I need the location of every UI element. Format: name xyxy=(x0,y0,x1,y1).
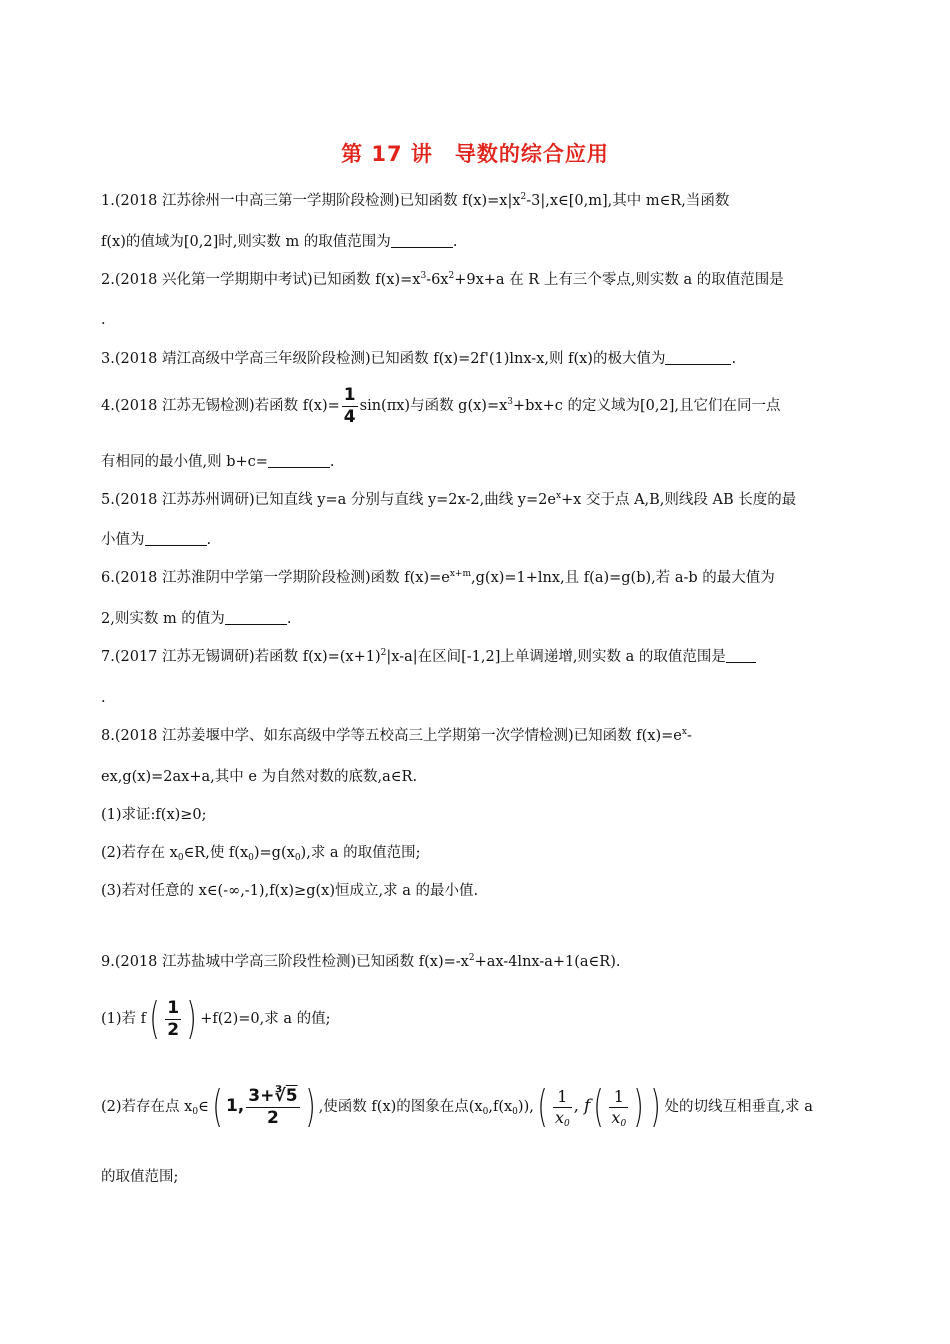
text: +bx+c 的定义域为[0,2],且它们在同一点 xyxy=(513,398,781,414)
denominator: 4 xyxy=(343,406,356,427)
superscript: 2 xyxy=(520,192,527,202)
text: 小值为 xyxy=(101,532,145,548)
superscript: x xyxy=(681,727,687,737)
question-2-line-1 xyxy=(101,270,784,290)
text: 3+ xyxy=(248,1085,275,1106)
text: sin(πx)与函数 g(x)=x xyxy=(359,398,508,414)
question-8-part-3: (3)若对任意的 x∈(-∞,-1),f(x)≥g(x)恒成立,求 a 的最小值. xyxy=(101,883,479,899)
question-9-part-1 xyxy=(101,995,331,1043)
text: (2)若存在点 x xyxy=(101,1099,193,1115)
interval-left: 1, xyxy=(225,1096,245,1116)
text: - xyxy=(686,728,692,744)
right-paren: ) xyxy=(304,1081,316,1132)
fraction-interval-right xyxy=(246,1085,299,1128)
text: +x 交于点 A,B,则线段 AB 长度的最 xyxy=(561,492,797,508)
left-paren: ( xyxy=(212,1081,223,1132)
text: 有相同的最小值,则 b+c= xyxy=(101,454,268,470)
text: (1)若 f xyxy=(101,1011,147,1027)
text: (2)若存在 x xyxy=(101,845,178,861)
subscript: 0 xyxy=(620,1118,627,1129)
text: -6x xyxy=(426,272,449,288)
text: ∈ xyxy=(198,1099,209,1115)
answer-blank[interactable] xyxy=(268,453,330,468)
question-9-line-1 xyxy=(101,952,620,972)
subscript: 0 xyxy=(177,853,184,863)
question-8-line-2: ex,g(x)=2ax+a,其中 e 为自然对数的底数,a∈R. xyxy=(101,769,418,785)
question-6-line-2 xyxy=(101,609,291,629)
subscript: 0 xyxy=(248,853,254,863)
right-paren: ) xyxy=(186,993,197,1044)
numerator: 1 xyxy=(343,384,356,405)
superscript: 2 xyxy=(468,953,475,963)
question-9-part-2-line-1: (2)若存在点 $x_0\in$( 1, $\frac{3+∛5}{2}$ ) ,使函数 f(x)的图象在点$(x_0,f(x_0))$,( $\frac{1}{x_0}$ , f( $\frac{1}{x_0}$ ) ) 处的切线互相垂直,求 a xyxy=(101,1081,813,1132)
page-title: 第 17 讲 导数的综合应用 xyxy=(341,142,609,166)
answer-blank[interactable] xyxy=(391,233,453,248)
fraction-one-over-x0 xyxy=(609,1086,628,1129)
answer-blank[interactable] xyxy=(225,610,287,625)
answer-blank[interactable] xyxy=(665,350,731,365)
denominator xyxy=(553,1107,572,1129)
subscript: 0 xyxy=(192,1107,199,1117)
right-paren: ) xyxy=(633,1081,644,1132)
radicand: 5 xyxy=(285,1085,298,1106)
text: x xyxy=(555,1107,565,1127)
text: x xyxy=(611,1107,621,1127)
question-8-part-2 xyxy=(101,843,421,863)
text: 处的切线互相垂直,求 a xyxy=(664,1099,813,1115)
question-5-line-2 xyxy=(101,530,211,550)
question-2-line-2: . xyxy=(101,312,106,328)
question-1-line-1 xyxy=(101,191,729,211)
question-8-part-1: (1)求证:f(x)≥0; xyxy=(101,807,207,823)
left-paren: ( xyxy=(149,993,160,1044)
text: 1.(2018 江苏徐州一中高三第一学期阶段检测)已知函数 f(x)=x|x xyxy=(101,193,521,209)
question-9-part-2-line-2: 的取值范围; xyxy=(101,1169,179,1185)
superscript: 3 xyxy=(507,397,514,407)
question-4-line-2 xyxy=(101,452,335,472)
question-7-line-1 xyxy=(101,647,756,667)
text: 5.(2018 江苏苏州调研)已知直线 y=a 分别与直线 y=2x-2,曲线 y=2e xyxy=(101,492,556,508)
text: . xyxy=(452,234,458,250)
denominator xyxy=(609,1107,628,1129)
text: 3.(2018 靖江高级中学高三年级阶段检测)已知函数 f(x)=2f'(1)lnx-x,则 f(x)的极大值为 xyxy=(101,351,666,367)
question-8-line-1 xyxy=(101,726,692,746)
question-3-line-1 xyxy=(101,349,736,369)
text: . xyxy=(731,351,737,367)
left-paren: ( xyxy=(537,1081,548,1132)
question-1-line-2 xyxy=(101,232,457,252)
answer-blank[interactable] xyxy=(726,648,756,663)
question-5-line-1 xyxy=(101,490,796,510)
subscript: 0 xyxy=(294,853,301,863)
text: 6.(2018 江苏淮阴中学第一学期阶段检测)函数 f(x)=e xyxy=(101,570,450,586)
superscript: x xyxy=(555,491,562,501)
superscript: x+m xyxy=(449,569,472,579)
superscript: 2 xyxy=(380,648,387,658)
right-paren: ) xyxy=(650,1081,662,1132)
text: 7.(2017 江苏无锡调研)若函数 f(x)=(x+1) xyxy=(101,649,381,665)
text: +9x+a 在 R 上有三个零点,则实数 a 的取值范围是 xyxy=(454,272,784,288)
superscript: 2 xyxy=(448,271,455,281)
fraction-one-over-x0 xyxy=(553,1086,572,1129)
text: ,f(x xyxy=(488,1099,513,1115)
question-4-line-1 xyxy=(101,386,781,426)
text: 2,则实数 m 的值为 xyxy=(101,611,225,627)
numerator: 1 xyxy=(613,1086,624,1106)
text: -3|,x∈[0,m],其中 m∈R,当函数 xyxy=(526,193,730,209)
text: |x-a|在区间[-1,2]上单调递增,则实数 a 的取值范围是 xyxy=(386,649,726,665)
numerator: 3+∛5 xyxy=(248,1085,298,1106)
text: . xyxy=(329,454,335,470)
denominator: 2 xyxy=(246,1107,299,1127)
text: ,使函数 f(x)的图象在点(x xyxy=(318,1099,483,1115)
text: ∈R,使 f(x xyxy=(183,845,249,861)
question-6-line-1 xyxy=(101,568,775,588)
fraction-one-half xyxy=(165,997,181,1040)
fraction-one-quarter xyxy=(342,384,358,427)
text: +f(2)=0,求 a 的值; xyxy=(200,1011,331,1027)
text: 4.(2018 江苏无锡检测)若函数 f(x)= xyxy=(101,398,340,414)
left-paren: ( xyxy=(593,1081,604,1132)
text: +ax-4lnx-a+1(a∈R). xyxy=(474,954,621,970)
superscript: 3 xyxy=(420,271,427,281)
subscript: 0 xyxy=(512,1107,518,1117)
denominator: 2 xyxy=(167,1019,180,1040)
text: . xyxy=(286,611,292,627)
subscript: 0 xyxy=(564,1118,570,1129)
text: . xyxy=(206,532,212,548)
text: ),求 a 的取值范围; xyxy=(300,845,421,861)
numerator: 1 xyxy=(557,1086,568,1106)
text: )=g(x xyxy=(253,845,295,861)
text: 8.(2018 江苏姜堰中学、如东高级中学等五校高三上学期第一次学情检测)已知函数 f(x)=e xyxy=(101,728,682,744)
text: ,g(x)=1+lnx,且 f(a)=g(b),若 a-b 的最大值为 xyxy=(471,570,775,586)
subscript: 0 xyxy=(482,1107,489,1117)
answer-blank[interactable] xyxy=(145,531,207,546)
text: 2.(2018 兴化第一学期期中考试)已知函数 f(x)=x xyxy=(101,272,421,288)
question-7-line-2: . xyxy=(101,690,106,706)
text: 9.(2018 江苏盐城中学高三阶段性检测)已知函数 f(x)=-x xyxy=(101,954,469,970)
text: )), xyxy=(517,1099,534,1115)
function-f: f xyxy=(583,1096,591,1116)
text: f(x)的值域为[0,2]时,则实数 m 的取值范围为 xyxy=(101,234,391,250)
numerator: 1 xyxy=(167,997,180,1018)
